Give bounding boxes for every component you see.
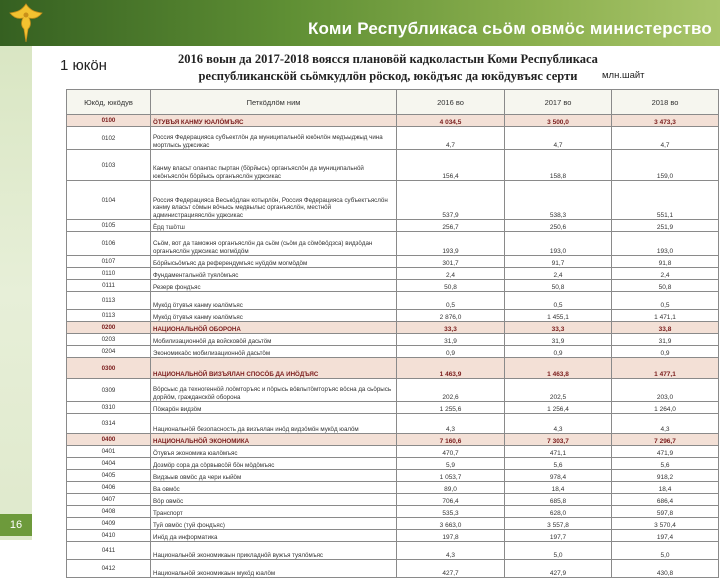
cell-code: 0200: [67, 322, 151, 334]
cell-2018: 193,0: [612, 232, 719, 256]
header-name: Петкӧдлӧм ним: [151, 90, 397, 115]
table-row: [67, 115, 719, 127]
table-row: [67, 268, 719, 280]
cell-code: 0314: [67, 414, 151, 434]
cell-2018: 33,8: [612, 322, 719, 334]
cell-2016: 706,4: [397, 494, 505, 506]
cell-name: Россия Федерацияса субъектлӧн да муниципальнӧй юкӧнлӧн медъыджыд чина мортлысь уджсикас: [151, 127, 397, 150]
cell-2018: 251,9: [612, 220, 719, 232]
cell-name: Мукӧд ӧтувъя канму юалӧмъяс: [151, 292, 397, 310]
cell-2016: 537,9: [397, 181, 505, 220]
side-decoration: [0, 46, 32, 540]
cell-name: НАЦИОНАЛЬНӦЙ ОБОРОНА: [151, 322, 397, 334]
cell-2016: 1 053,7: [397, 470, 505, 482]
cell-2017: 202,5: [505, 379, 612, 402]
cell-2016: 202,6: [397, 379, 505, 402]
table-row: [67, 334, 719, 346]
cell-2018: 5,6: [612, 458, 719, 470]
cell-2018: 5,0: [612, 542, 719, 560]
cell-2018: 3 473,3: [612, 115, 719, 127]
cell-2017: 158,8: [505, 150, 612, 181]
cell-2018: 686,4: [612, 494, 719, 506]
cell-2016: 1 255,6: [397, 402, 505, 414]
cell-2017: 3 500,0: [505, 115, 612, 127]
cell-2017: 5,0: [505, 542, 612, 560]
cell-name: НАЦИОНАЛЬНӦЙ ЭКОНОМИКА: [151, 434, 397, 446]
cell-code: 0309: [67, 379, 151, 402]
cell-2017: 4,7: [505, 127, 612, 150]
cell-2017: 0,5: [505, 292, 612, 310]
header-banner: [0, 0, 720, 46]
cell-2016: 4,3: [397, 542, 505, 560]
cell-name: Видзьыв овмӧс да чери кыйӧм: [151, 470, 397, 482]
cell-2017: 0,9: [505, 346, 612, 358]
cell-2018: 91,8: [612, 256, 719, 268]
cell-name: НАЦИОНАЛЬНӦЙ ВИЗЪЯЛАН СПОСӦБ ДА ИНӦДЪЯС: [151, 358, 397, 379]
header-code: Юкӧд, юкӧдув: [67, 90, 151, 115]
cell-code: 0103: [67, 150, 151, 181]
cell-2016: 197,8: [397, 530, 505, 542]
cell-name: Канму власьт оланпас пыртан (бӧрйысь) органъяслӧн да муниципальнӧй юкӧнъяслӧн бӧрйысь органъяслӧн уджсикас: [151, 150, 397, 181]
cell-code: 0107: [67, 256, 151, 268]
cell-code: 0110: [67, 268, 151, 280]
cell-code: 0106: [67, 232, 151, 256]
cell-2017: 33,3: [505, 322, 612, 334]
cell-2017: 7 303,7: [505, 434, 612, 446]
table-row: [67, 232, 719, 256]
cell-2016: 4 034,5: [397, 115, 505, 127]
cell-code: 0405: [67, 470, 151, 482]
table-row: [67, 280, 719, 292]
cell-name: Россия Федерацияса Веськӧдлан котырлӧн, Россия Федерацияса субъектъяслӧн канму власьт сӧмын вӧчысь медвылыс органъяслӧн, местнӧй администрацияяслӧн уджсикас: [151, 181, 397, 220]
cell-2018: 4,7: [612, 127, 719, 150]
cell-2017: 91,7: [505, 256, 612, 268]
header-2017: 2017 во: [505, 90, 612, 115]
cell-2016: 4,7: [397, 127, 505, 150]
table-row: [67, 402, 719, 414]
cell-2017: 1 455,1: [505, 310, 612, 322]
table-row: [67, 470, 719, 482]
cell-name: Пӧжарӧн видзӧм: [151, 402, 397, 414]
cell-code: 0204: [67, 346, 151, 358]
cell-2016: 256,7: [397, 220, 505, 232]
cell-code: 0411: [67, 542, 151, 560]
cell-name: Ва овмӧс: [151, 482, 397, 494]
cell-2018: 31,9: [612, 334, 719, 346]
cell-2017: 978,4: [505, 470, 612, 482]
cell-name: Национальнӧй экономикаын прикладнӧй вужъя туялӧмъяс: [151, 542, 397, 560]
cell-2017: 5,6: [505, 458, 612, 470]
cell-name: Мукӧд ӧтувъя канму юалӧмъяс: [151, 310, 397, 322]
cell-name: Резерв фондъяс: [151, 280, 397, 292]
table-row: [67, 434, 719, 446]
cell-2018: 7 296,7: [612, 434, 719, 446]
cell-2018: 18,4: [612, 482, 719, 494]
table-row: [67, 379, 719, 402]
cell-2016: 0,9: [397, 346, 505, 358]
cell-2016: 1 463,9: [397, 358, 505, 379]
cell-code: 0104: [67, 181, 151, 220]
cell-2018: 2,4: [612, 268, 719, 280]
cell-2018: 159,0: [612, 150, 719, 181]
cell-code: 0410: [67, 530, 151, 542]
table-row: [67, 181, 719, 220]
cell-2016: 427,7: [397, 560, 505, 578]
table-row: [67, 322, 719, 334]
cell-2018: 0,5: [612, 292, 719, 310]
cell-2018: 471,9: [612, 446, 719, 458]
cell-2016: 3 663,0: [397, 518, 505, 530]
cell-2017: 50,8: [505, 280, 612, 292]
table-row: [67, 518, 719, 530]
cell-2016: 193,9: [397, 232, 505, 256]
cell-2016: 0,5: [397, 292, 505, 310]
cell-2018: 3 570,4: [612, 518, 719, 530]
cell-name: Ӧтувъя экономика юалӧмъяс: [151, 446, 397, 458]
cell-2016: 33,3: [397, 322, 505, 334]
table-row: [67, 220, 719, 232]
budget-table: [66, 89, 719, 578]
cell-2018: 1 477,1: [612, 358, 719, 379]
table-row: [67, 414, 719, 434]
cell-code: 0412: [67, 560, 151, 578]
cell-2018: 1 471,1: [612, 310, 719, 322]
cell-2017: 427,9: [505, 560, 612, 578]
cell-2018: 918,2: [612, 470, 719, 482]
cell-code: 0300: [67, 358, 151, 379]
cell-code: 0102: [67, 127, 151, 150]
table-row: [67, 256, 719, 268]
cell-2018: 50,8: [612, 280, 719, 292]
cell-2018: 4,3: [612, 414, 719, 434]
table-row: [67, 506, 719, 518]
table-row: [67, 346, 719, 358]
units-label: млн.шайт: [602, 70, 645, 81]
cell-code: 0203: [67, 334, 151, 346]
cell-2018: 1 264,0: [612, 402, 719, 414]
cell-2018: 597,8: [612, 506, 719, 518]
cell-2016: 156,4: [397, 150, 505, 181]
header-2016: 2016 во: [397, 90, 505, 115]
document-title: 2016 воын да 2017-2018 воясся плановӧй кадколастын Коми Республикаса республиканскӧй сьӧмкудлӧн рӧскод, юкӧдъяс да юкӧдувъяс серти: [178, 52, 598, 83]
cell-2016: 89,0: [397, 482, 505, 494]
cell-2016: 470,7: [397, 446, 505, 458]
cell-code: 0111: [67, 280, 151, 292]
cell-name: Ёрд тшӧтш: [151, 220, 397, 232]
table-row: [67, 150, 719, 181]
cell-code: 0409: [67, 518, 151, 530]
cell-name: Туй овмӧс (туй фондъяс): [151, 518, 397, 530]
cell-name: Национальнӧй экономикаын мукӧд юалӧм: [151, 560, 397, 578]
cell-2018: 551,1: [612, 181, 719, 220]
cell-2017: 538,3: [505, 181, 612, 220]
cell-name: Мобилизационнӧй да войсковӧй дасьтӧм: [151, 334, 397, 346]
cell-2017: 628,0: [505, 506, 612, 518]
cell-2016: 301,7: [397, 256, 505, 268]
cell-code: 0113: [67, 292, 151, 310]
header-2018: 2018 во: [612, 90, 719, 115]
cell-code: 0406: [67, 482, 151, 494]
cell-name: Экономикаӧс мобилизационнӧй дасьтӧм: [151, 346, 397, 358]
cell-code: 0407: [67, 494, 151, 506]
cell-name: Вӧр овмӧс: [151, 494, 397, 506]
cell-code: 0105: [67, 220, 151, 232]
cell-2017: 1 256,4: [505, 402, 612, 414]
page-number: 16: [0, 514, 32, 536]
cell-2018: 197,4: [612, 530, 719, 542]
cell-2017: 4,3: [505, 414, 612, 434]
cell-2016: 50,8: [397, 280, 505, 292]
table-row: [67, 127, 719, 150]
cell-2016: 4,3: [397, 414, 505, 434]
cell-name: Национальнӧй безопасность да визъялан инӧд видзӧмӧн мукӧд юалӧм: [151, 414, 397, 434]
cell-code: 0310: [67, 402, 151, 414]
cell-2017: 685,8: [505, 494, 612, 506]
cell-name: Транспорт: [151, 506, 397, 518]
cell-2016: 535,3: [397, 506, 505, 518]
cell-2017: 3 557,8: [505, 518, 612, 530]
table-row: [67, 458, 719, 470]
cell-2018: 203,0: [612, 379, 719, 402]
table-row: [67, 482, 719, 494]
cell-code: 0100: [67, 115, 151, 127]
cell-name: Бӧрйысьӧмъяс да референдумъяс нуӧдӧм могмӧдӧм: [151, 256, 397, 268]
cell-2016: 2,4: [397, 268, 505, 280]
cell-name: ӦТУВЪЯ КАНМУ ЮАЛӦМЪЯС: [151, 115, 397, 127]
cell-2016: 2 876,0: [397, 310, 505, 322]
cell-2016: 31,9: [397, 334, 505, 346]
table-row: [67, 310, 719, 322]
cell-2016: 7 160,6: [397, 434, 505, 446]
cell-name: Инӧд да информатика: [151, 530, 397, 542]
cell-name: Дозмӧр сора да сӧрвывсӧй бӧн мӧдӧмъяс: [151, 458, 397, 470]
cell-2017: 193,0: [505, 232, 612, 256]
cell-2017: 1 463,8: [505, 358, 612, 379]
cell-2017: 250,6: [505, 220, 612, 232]
cell-2018: 0,9: [612, 346, 719, 358]
cell-2017: 197,7: [505, 530, 612, 542]
table-header-row: [67, 90, 719, 115]
cell-2017: 2,4: [505, 268, 612, 280]
cell-2018: 430,8: [612, 560, 719, 578]
table-row: [67, 292, 719, 310]
cell-code: 0408: [67, 506, 151, 518]
cell-code: 0113: [67, 310, 151, 322]
cell-name: Фундаментальнӧй туялӧмъяс: [151, 268, 397, 280]
cell-2017: 31,9: [505, 334, 612, 346]
komi-emblem-icon: [6, 2, 46, 44]
cell-name: Сьӧм, вот да таможня органъяслӧн да сьӧм (сьӧм да сӧмӧвӧдзса) видзӧдан органъяслӧн уджсикас могмӧдӧм: [151, 232, 397, 256]
cell-code: 0401: [67, 446, 151, 458]
table-row: [67, 542, 719, 560]
cell-2016: 5,9: [397, 458, 505, 470]
cell-code: 0404: [67, 458, 151, 470]
table-row: [67, 560, 719, 578]
section-label: 1 юкӧн: [60, 57, 107, 74]
cell-name: Вӧрсьыс да техногеннӧй лоӧмторъяс и пӧрысь вӧвлытӧмторъяс вӧсна да сьӧрысь дорйӧм, гражданскӧй оборона: [151, 379, 397, 402]
cell-2017: 471,1: [505, 446, 612, 458]
table-row: [67, 358, 719, 379]
table-row: [67, 446, 719, 458]
cell-code: 0400: [67, 434, 151, 446]
ministry-title: Коми Республикаса сьӧм овмӧс министерство: [307, 19, 712, 38]
cell-2017: 18,4: [505, 482, 612, 494]
table-row: [67, 494, 719, 506]
